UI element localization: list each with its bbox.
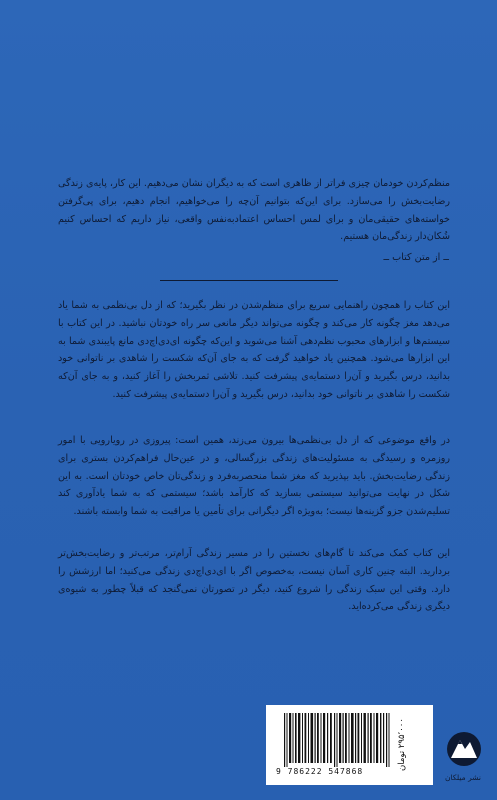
excerpt-source: ــ از متن کتاب ــ bbox=[383, 252, 449, 263]
excerpt-quote bbox=[58, 175, 450, 246]
excerpt-text: منظم‌کردن خودمان چیزی فراتر از ظاهری است که به دیگران نشان می‌دهیم. این کار، پایه‌ی زندگی رضایت‌بخش را می‌سازد. برای این‌که بتوانیم آن‌چه را می‌خواهیم، انجام دهیم، برای پی‌گرفتن خواسته‌های حقیقی‌مان و برای لمس احساس اعتمادبه‌نفس واقعی، نیاز داریم که احساس کنیم شُکان‌دار زندگی‌مان هستیم. bbox=[58, 178, 450, 243]
divider-line bbox=[160, 280, 338, 281]
price-label: ۲۹۵٬۰۰۰ تومان bbox=[397, 718, 407, 772]
blurb-text-2: در واقع موضوعی که از دل بی‌نظمی‌ها بیرون می‌زند، همین است: پیروزی در رویارویی با امور روزمره و رسیدگی به مسئولیت‌های زندگی بزرگسالی، و در عین‌حال فراهم‌کردن بستری برای زندگی رضایت‌بخش. باید بپذیرید که مغز شما منحصربه‌فرد و زندگی‌تان خاص خودتان است. به این شکل در نهایت می‌توانید سیستمی بسازید که کارآمد باشد؛ سیستمی که به شما یادآوری کند تسلیم‌شدن جزو گزینه‌ها نیست؛ به‌ویژه اگر دیگرانی برای تأمین یا مراقبت به شما وابسته باشند. bbox=[58, 435, 450, 518]
blurb-text-1: این کتاب را همچون راهنمایی سریع برای منظم‌شدن در نظر بگیرید؛ که از دل بی‌نظمی به شما یاد می‌دهد مغز چگونه کار می‌کند و چگونه می‌تواند دیگر مانعی سر راه خودتان نباشید. در این کتاب با سیستم‌ها و ابزارهای محبوب نظم‌دهی آشنا می‌شوید و این‌که چگونه ای‌دی‌اچ‌دی مانع پایبندی شما به این ابزارها می‌شود. همچنین یاد خواهید گرفت که به جای آن‌که شکست را شاهدی بر ناتوانی خود بدانید، درس بگیرید و آن‌را دستمایه‌ی پیشرفت کنید. تلاشی ثمربخش را آغاز کنید، و به جای آن‌که شکست را شاهدی بر ناتوانی خود بدانید، درس بگیرید و آن‌را دستمایه‌ی پیشرفت کنید. bbox=[58, 300, 450, 400]
blurb-paragraph-1 bbox=[58, 297, 450, 404]
blurb-text-3: این کتاب کمک می‌کند تا گام‌های نخستین را در مسیر زندگی آرام‌تر، مرتب‌تر و رضایت‌بخش‌تر بردارید. البته چنین کاری آسان نیست، به‌خصوص اگر با ای‌دی‌اچ‌دی زندگی می‌کنید؛ اما ارزشش را دارد. وقتی این سبک زندگی را شروع کنید، دیگر در تصورتان نمی‌گنجد که قبلاً چطور به شیوه‌ی دیگری زندگی می‌کرده‌اید. bbox=[58, 548, 450, 613]
publisher-mountain-logo-icon bbox=[446, 722, 482, 776]
publisher-name: نشر میلکان bbox=[445, 773, 481, 782]
blurb-paragraph-3 bbox=[58, 545, 450, 616]
barcode-label bbox=[266, 705, 433, 785]
isbn-number: 9 786222 547868 bbox=[276, 767, 364, 776]
blurb-paragraph-2 bbox=[58, 432, 450, 521]
barcode-icon bbox=[282, 713, 394, 767]
